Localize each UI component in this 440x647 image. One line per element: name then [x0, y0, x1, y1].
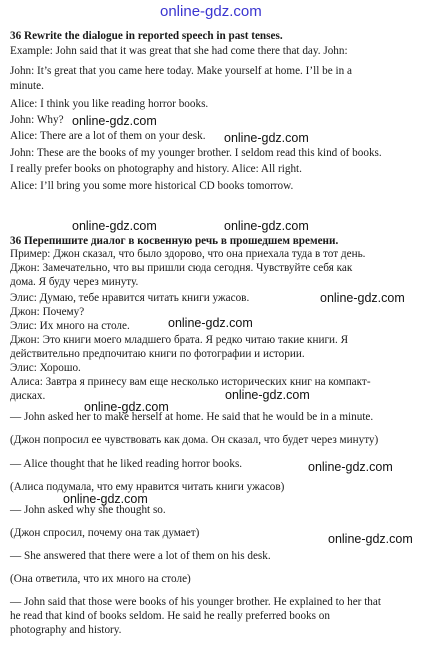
answer-translation-line: (Она ответила, что их много на столе) [10, 573, 191, 585]
answer-line: — John said that those were books of his younger brother. He explained to her that [10, 596, 381, 608]
answer-line: — John asked why she thought so. [10, 504, 166, 516]
answer-translation-line: (Алиса подумала, что ему нравится читать книги ужасов) [10, 481, 285, 493]
watermark-text: online-gdz.com [320, 291, 405, 305]
watermark-text: online-gdz.com [224, 219, 309, 233]
answer-translation-line: (Джон попросил ее чувствовать как дома. Он сказал, что будет через минуту) [10, 434, 379, 446]
answer-line: photography and history. [10, 624, 122, 636]
russian-line: Джон: Это книги моего младшего брата. Я редко читаю такие книги. Я [10, 334, 349, 346]
russian-line: Пример: Джон сказал, что было здорово, что она приехала туда в тот день. [10, 248, 366, 260]
english-line: minute. [10, 80, 44, 92]
watermark-text: online-gdz.com [225, 388, 310, 402]
watermark-text: online-gdz.com [328, 532, 413, 546]
russian-line: дома. Я буду через минуту. [10, 276, 139, 288]
russian-line: Джон: Замечательно, что вы пришли сюда сегодня. Чувствуйте себя как [10, 262, 353, 274]
russian-line: Элис: Хорошо. [10, 362, 81, 374]
watermark-text: online-gdz.com [63, 492, 148, 506]
english-line: Alice: There are a lot of them on your desk. [10, 130, 206, 142]
english-line: Alice: I’ll bring you some more historical CD books tomorrow. [10, 180, 294, 192]
russian-line: действительно предпочитаю книги по фотографии и истории. [10, 348, 305, 360]
english-line: Alice: I think you like reading horror books. [10, 98, 209, 110]
russian-line: Алиса: Завтра я принесу вам еще несколько исторических книг на компакт- [10, 376, 371, 388]
english-line: I really prefer books on photography and history. Alice: All right. [10, 163, 302, 175]
answer-line: he read that kind of books seldom. He said he really preferred books on [10, 610, 330, 622]
english-line: John: Why? [10, 114, 64, 126]
answer-line: — She answered that there were a lot of them on his desk. [10, 550, 271, 562]
english-line: John: It’s great that you came here today. Make yourself at home. I’ll be in a [10, 65, 352, 77]
russian-line: Джон: Почему? [10, 306, 85, 318]
watermark-text: online-gdz.com [224, 131, 309, 145]
answer-line: — John asked her to make herself at home. He said that he would be in a minute. [10, 411, 374, 423]
watermark-text: online-gdz.com [308, 460, 393, 474]
watermark-text: online-gdz.com [168, 316, 253, 330]
english-line: John: These are the books of my younger brother. I seldom read this kind of books. [10, 147, 382, 159]
answer-translation-line: (Джон спросил, почему она так думает) [10, 527, 200, 539]
russian-line: Элис: Их много на столе. [10, 320, 130, 332]
russian-line: Элис: Думаю, тебе нравится читать книги ужасов. [10, 292, 250, 304]
russian-line: дисках. [10, 390, 46, 402]
header-watermark: online-gdz.com [160, 3, 262, 20]
watermark-text: online-gdz.com [84, 400, 169, 414]
answer-line: — Alice thought that he liked reading horror books. [10, 458, 243, 470]
watermark-text: online-gdz.com [72, 219, 157, 233]
english-heading: 36 Rewrite the dialogue in reported speech in past tenses. [10, 30, 283, 42]
russian-heading: 36 Перепишите диалог в косвенную речь в прошедшем времени. [10, 235, 339, 247]
watermark-text: online-gdz.com [72, 114, 157, 128]
english-line: Example: John said that it was great that she had come there that day. John: [10, 45, 348, 57]
